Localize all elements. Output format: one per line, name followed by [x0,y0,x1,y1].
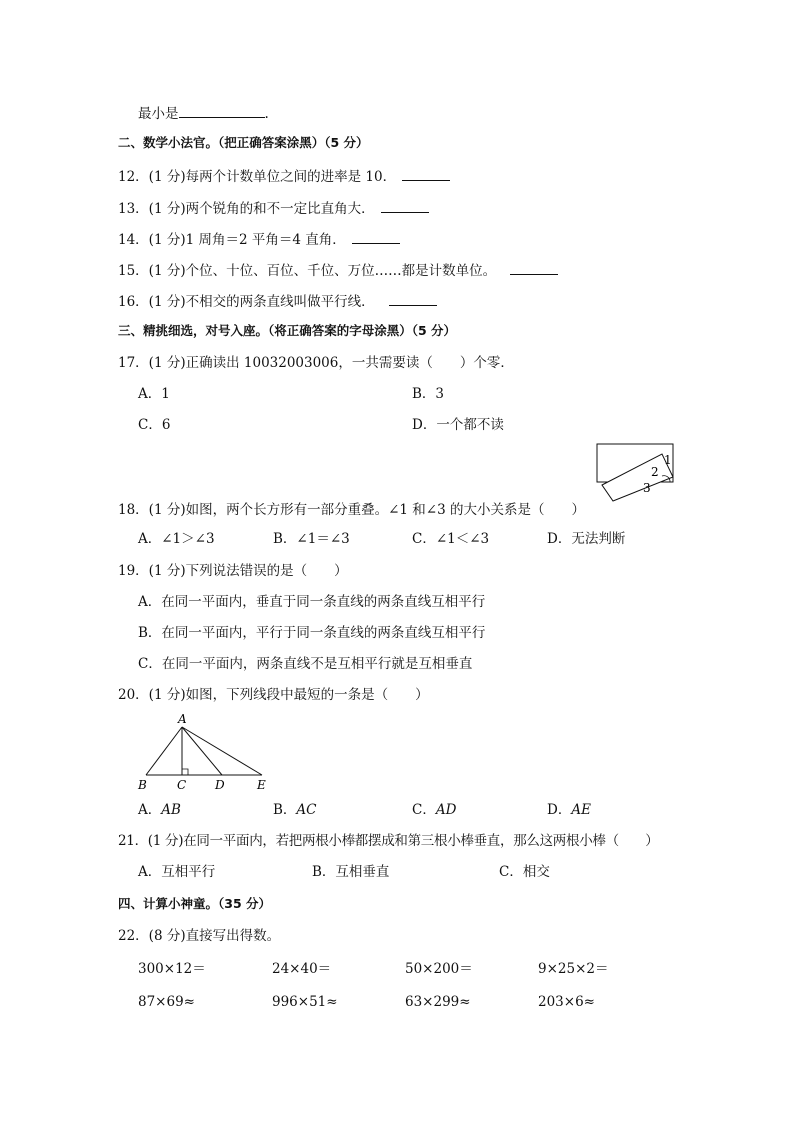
option-19-a[interactable]: A．在同一平面内，垂直于同一条直线的两条直线互相平行 [138,594,486,610]
calc-item: 87×69≈ [138,994,195,1010]
question-18 [118,501,585,519]
right-angle-mark [182,769,188,775]
top-line-end: . [264,106,269,122]
question-13-number: 13．(1 分) [118,201,186,217]
answer-blank [510,260,558,275]
option-20-b[interactable] [273,801,317,819]
segment-ae [182,727,262,775]
question-22-number: 22．(8 分) [118,928,186,944]
option-17-b[interactable]: B．3 [412,386,445,402]
question-19-text: 下列说法错误的是（ ） [185,563,348,579]
question-19-number: 19．(1 分) [118,563,186,579]
option-20-a[interactable] [138,801,181,819]
question-12-number: 12．(1 分) [118,169,186,185]
question-17 [118,354,514,372]
triangle-figure [134,708,274,794]
option-17-c[interactable]: C．6 [138,417,171,433]
top-line [138,103,269,123]
answer-blank [352,229,400,244]
option-letter: A． [138,802,162,818]
question-20-text: 如图，下列线段中最短的一条是（ ） [185,687,429,703]
question-19 [118,562,348,580]
option-21-c[interactable]: C．相交 [499,864,550,880]
calc-item: 63×299≈ [405,994,471,1010]
tilted-rectangle [602,454,673,501]
option-17-d[interactable]: D．一个都不读 [412,417,504,433]
segment-name: AC [296,802,317,818]
segment-ad [182,727,222,775]
question-22-text: 直接写出得数。 [185,928,281,944]
question-17-text: 正确读出 10032003006，一共需要读（ ）个零． [185,355,514,371]
section-3-title: 三、精挑细选，对号入座。（将正确答案的字母涂黑）（5 分） [118,323,457,338]
question-14-number: 14．(1 分) [118,232,186,248]
question-16-number: 16．(1 分) [118,294,186,310]
option-18-b[interactable]: B．∠1＝∠3 [273,531,350,547]
question-18-text: 如图，两个长方形有一部分重叠。∠1 和∠3 的大小关系是（ ） [185,502,585,518]
calc-item: 50×200＝ [405,961,473,977]
question-18-number: 18．(1 分) [118,502,186,518]
option-19-b[interactable]: B．在同一平面内，平行于同一条直线的两条直线互相平行 [138,625,486,641]
option-20-c[interactable] [412,801,456,819]
question-12-text: 每两个计数单位之间的进率是 10． [185,169,397,185]
segment-ab [146,727,182,775]
overlapping-rectangles-figure [592,440,680,502]
top-line-text: 最小是 [138,106,179,122]
option-20-d[interactable] [547,801,591,819]
option-letter: B． [273,802,297,818]
answer-blank [389,291,437,306]
segment-name: AE [571,802,591,818]
option-letter: D． [547,802,572,818]
segment-name: AB [161,802,181,818]
question-13-text: 两个锐角的和不一定比直角大． [185,201,375,217]
option-17-a[interactable]: A．1 [138,386,170,402]
question-13 [118,198,429,218]
question-16 [118,291,437,311]
calc-item: 996×51≈ [272,994,338,1010]
option-21-a[interactable]: A．互相平行 [138,864,216,880]
point-e-label: E [257,778,266,792]
point-b-label: B [138,778,147,792]
calc-item: 203×6≈ [538,994,595,1010]
answer-blank [402,166,450,181]
question-22 [118,927,280,945]
calc-item: 24×40＝ [272,961,332,977]
question-15 [118,260,558,280]
question-21-text: 在同一平面内，若把两根小棒都摆成和第三根小棒垂直，那么这两根小棒（ ） [183,833,659,849]
question-20-number: 20．(1 分) [118,687,186,703]
question-21-number: 21．(1 分) [118,833,184,849]
option-letter: C． [412,802,436,818]
calc-item: 300×12＝ [138,961,206,977]
point-a-label: A [178,712,187,726]
point-c-label: C [177,778,187,792]
question-15-text: 个位、十位、百位、千位、万位……都是计数单位。 [185,263,497,279]
question-14-text: 1 周角＝2 平角＝4 直角． [185,232,346,248]
question-12 [118,166,450,186]
question-17-number: 17．(1 分) [118,355,186,371]
section-4-title: 四、计算小神童。（35 分） [118,896,271,911]
calc-item: 9×25×2＝ [538,961,609,977]
question-21 [118,832,658,850]
angle-3-label: 3 [643,481,651,495]
angle-2-label: 2 [651,465,659,479]
answer-blank [381,198,429,213]
option-21-b[interactable]: B．互相垂直 [312,864,390,880]
section-2-title: 二、数学小法官。（把正确答案涂黑）（5 分） [118,135,369,150]
question-14 [118,229,400,249]
point-d-label: D [215,778,225,792]
angle-1-label: 1 [664,453,672,467]
question-16-text: 不相交的两条直线叫做平行线． [185,294,375,310]
option-18-c[interactable]: C．∠1＜∠3 [412,531,490,547]
option-19-c[interactable]: C．在同一平面内，两条直线不是互相平行就是互相垂直 [138,656,473,672]
question-15-number: 15．(1 分) [118,263,186,279]
question-20 [118,686,429,704]
segment-name: AD [435,802,457,818]
option-18-d[interactable]: D．无法判断 [547,531,626,547]
answer-blank [179,103,265,118]
option-18-a[interactable]: A．∠1＞∠3 [138,531,215,547]
